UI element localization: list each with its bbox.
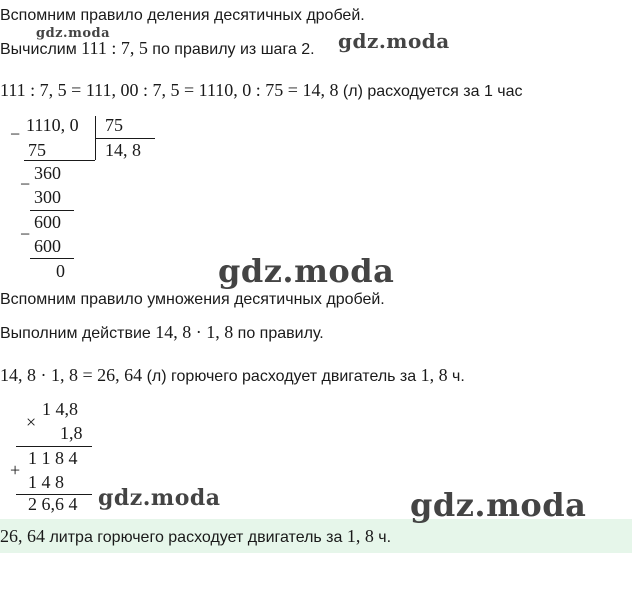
multiplication-partial-2: 1 4 8 [28, 472, 64, 492]
watermark-center: gdz.moda [218, 252, 395, 290]
division-equation-text: (л) расходуется за 1 час [338, 83, 523, 100]
division-minus-1: − [10, 124, 21, 144]
watermark-top: gdz.moda [338, 29, 450, 53]
division-bar-horizontal [95, 138, 155, 139]
multiplication-factor-a: 1 4,8 [42, 399, 78, 419]
division-line-1 [24, 160, 95, 161]
division-subtrahend-2: 600 [34, 236, 61, 256]
multiplication-partial-1: 1 1 8 4 [28, 448, 78, 468]
action-expression: 14, 8 · 1, 8 [155, 322, 234, 342]
watermark-lower-left: gdz.moda [98, 485, 221, 511]
action-prefix: Выполним действие [0, 325, 156, 342]
multiplication-equation-hours: 1, 8 [420, 365, 448, 385]
division-subtrahend-1: 300 [34, 187, 61, 207]
division-minus-3: − [20, 224, 31, 244]
compute-statement [0, 38, 315, 60]
watermark-small: gdz.moda [36, 26, 111, 41]
answer-line [0, 526, 391, 548]
answer-liters: 26, 64 [0, 526, 45, 546]
multiplication-result: 2 6,6 4 [28, 494, 78, 514]
multiplication-times-sign: × [26, 412, 37, 432]
compute-expression: 111 : 7, 5 [81, 38, 148, 58]
division-first-subtrahend: 75 [28, 140, 46, 160]
watermark-lower-right: gdz.moda [410, 486, 587, 524]
division-remainder-1: 360 [34, 163, 61, 183]
division-remainder-2: 600 [34, 212, 61, 232]
multiplication-rule-heading: Вспомним правило умножения десятичных дробей. [0, 291, 385, 308]
answer-hours: 1, 8 [346, 526, 374, 546]
division-quotient: 14, 8 [105, 140, 141, 160]
action-suffix: по правилу. [233, 325, 324, 342]
compute-prefix: Вычислим [0, 41, 82, 58]
division-equation [0, 80, 523, 102]
division-dividend: 1110, 0 [26, 115, 79, 135]
division-equation-math: 111 : 7, 5 = 111, 00 : 7, 5 = 1110, 0 : 75 = 14, 8 [0, 80, 339, 100]
answer-text: литра горючего расходует двигатель за [45, 529, 347, 546]
division-line-2 [30, 210, 74, 211]
division-divisor: 75 [105, 115, 123, 135]
multiplication-equation-unit: ч. [447, 368, 465, 385]
division-line-3 [30, 258, 74, 259]
multiplication-factor-b: 1,8 [60, 423, 83, 443]
division-final-remainder: 0 [56, 261, 65, 281]
multiplication-equation-text: (л) горючего расходует двигатель за [142, 368, 421, 385]
multiplication-line-1 [16, 446, 92, 447]
division-minus-2: − [20, 174, 31, 194]
multiplication-equation [0, 365, 465, 387]
answer-unit: ч. [373, 529, 392, 546]
action-statement [0, 322, 324, 344]
division-rule-heading: Вспомним правило деления десятичных дробей. [0, 7, 365, 24]
multiplication-plus-sign: + [10, 460, 21, 480]
compute-suffix: по правилу из шага 2. [147, 41, 315, 58]
multiplication-equation-math: 14, 8 · 1, 8 = 26, 64 [0, 365, 143, 385]
